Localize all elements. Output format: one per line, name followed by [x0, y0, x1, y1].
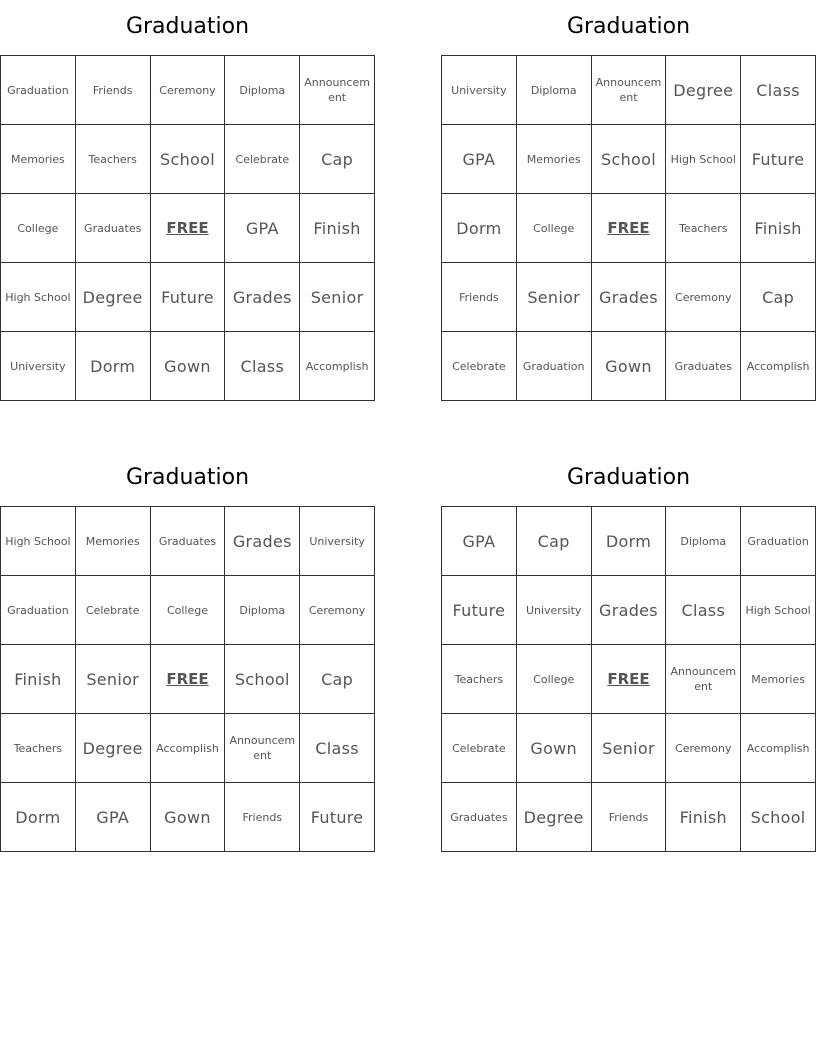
bingo-cell: Future	[300, 783, 375, 852]
bingo-cell: Graduates	[75, 194, 150, 263]
bingo-cell: Friends	[225, 783, 300, 852]
grid-row	[1, 263, 375, 332]
bingo-cell: Future	[442, 576, 517, 645]
bingo-cell: University	[442, 56, 517, 125]
bingo-cell: Class	[300, 714, 375, 783]
bingo-cell: School	[741, 783, 816, 852]
bingo-cell: GPA	[442, 125, 517, 194]
bingo-cell: Grades	[591, 263, 666, 332]
free-space: FREE	[591, 645, 666, 714]
bingo-cell: Grades	[225, 263, 300, 332]
bingo-cell: Gown	[150, 783, 225, 852]
bingo-cell: Accomplish	[300, 332, 375, 401]
bingo-cell: University	[516, 576, 591, 645]
bingo-cell: University	[300, 507, 375, 576]
bingo-grid	[0, 506, 375, 852]
bingo-cell: Graduates	[442, 783, 517, 852]
bingo-cell: Ceremony	[150, 56, 225, 125]
bingo-cell: GPA	[225, 194, 300, 263]
grid-row	[1, 125, 375, 194]
free-space: FREE	[591, 194, 666, 263]
bingo-cell: High School	[666, 125, 741, 194]
bingo-cell: Friends	[75, 56, 150, 125]
bingo-cell: Accomplish	[741, 332, 816, 401]
grid-row	[1, 332, 375, 401]
bingo-cell: Class	[225, 332, 300, 401]
bingo-cell: Diploma	[666, 507, 741, 576]
bingo-cell: Dorm	[75, 332, 150, 401]
bingo-cell: Grades	[591, 576, 666, 645]
bingo-cell: Cap	[300, 125, 375, 194]
bingo-cell: Gown	[591, 332, 666, 401]
bingo-grid	[441, 55, 816, 401]
card-title: Graduation	[125, 14, 250, 39]
bingo-grid	[0, 55, 375, 401]
grid-row	[1, 576, 375, 645]
grid-row	[442, 645, 816, 714]
bingo-grid	[441, 506, 816, 852]
bingo-cell: Accomplish	[741, 714, 816, 783]
bingo-cell: Memories	[1, 125, 76, 194]
bingo-cell: College	[516, 194, 591, 263]
bingo-cell: Celebrate	[442, 714, 517, 783]
bingo-cell: Celebrate	[225, 125, 300, 194]
bingo-cell: Finish	[666, 783, 741, 852]
bingo-cell: Degree	[666, 56, 741, 125]
bingo-cell: School	[150, 125, 225, 194]
grid-row	[442, 263, 816, 332]
card-title: Graduation	[566, 14, 691, 39]
grid-row	[442, 783, 816, 852]
bingo-cell: Ceremony	[666, 714, 741, 783]
grid-row	[442, 507, 816, 576]
bingo-cell: Diploma	[225, 576, 300, 645]
bingo-cell: GPA	[75, 783, 150, 852]
bingo-cell: School	[225, 645, 300, 714]
bingo-cell: Cap	[741, 263, 816, 332]
bingo-cell: Teachers	[442, 645, 517, 714]
grid-row	[442, 576, 816, 645]
grid-row	[1, 507, 375, 576]
bingo-cell: Gown	[516, 714, 591, 783]
bingo-cell: Dorm	[1, 783, 76, 852]
bingo-cell: Finish	[1, 645, 76, 714]
bingo-cell: Cap	[516, 507, 591, 576]
grid-row	[442, 332, 816, 401]
bingo-cell: Memories	[741, 645, 816, 714]
grid-row	[1, 645, 375, 714]
grid-row	[1, 194, 375, 263]
bingo-cell: Graduation	[516, 332, 591, 401]
grid-row	[1, 783, 375, 852]
bingo-cell: Diploma	[225, 56, 300, 125]
bingo-cell: GPA	[442, 507, 517, 576]
bingo-cell: Class	[666, 576, 741, 645]
bingo-cell: Class	[741, 56, 816, 125]
bingo-cell: Announcement	[666, 645, 741, 714]
bingo-cell: Teachers	[75, 125, 150, 194]
bingo-cell: Grades	[225, 507, 300, 576]
grid-row	[1, 56, 375, 125]
bingo-cell: Finish	[741, 194, 816, 263]
grid-row	[442, 194, 816, 263]
bingo-cell: Friends	[442, 263, 517, 332]
bingo-cell: Memories	[516, 125, 591, 194]
bingo-cell: Dorm	[591, 507, 666, 576]
bingo-cell: Friends	[591, 783, 666, 852]
bingo-cell: Graduates	[666, 332, 741, 401]
bingo-cell: Memories	[75, 507, 150, 576]
bingo-cell: Degree	[516, 783, 591, 852]
bingo-cell: High School	[1, 263, 76, 332]
bingo-cell: Degree	[75, 263, 150, 332]
bingo-cell: Cap	[300, 645, 375, 714]
bingo-cell: Celebrate	[75, 576, 150, 645]
bingo-cell: Senior	[300, 263, 375, 332]
bingo-cell: Finish	[300, 194, 375, 263]
bingo-cell: Diploma	[516, 56, 591, 125]
grid-row	[442, 125, 816, 194]
bingo-cell: College	[150, 576, 225, 645]
bingo-cell: Gown	[150, 332, 225, 401]
bingo-cell: High School	[1, 507, 76, 576]
card-title: Graduation	[566, 465, 691, 490]
bingo-cell: Graduates	[150, 507, 225, 576]
bingo-cell: Graduation	[1, 56, 76, 125]
bingo-cell: Ceremony	[666, 263, 741, 332]
bingo-cell: Graduation	[1, 576, 76, 645]
card-title: Graduation	[125, 465, 250, 490]
bingo-cell: Announcement	[225, 714, 300, 783]
bingo-cell: Announcement	[591, 56, 666, 125]
free-space: FREE	[150, 645, 225, 714]
bingo-cell: College	[516, 645, 591, 714]
bingo-cell: Teachers	[1, 714, 76, 783]
bingo-cell: High School	[741, 576, 816, 645]
bingo-cell: Celebrate	[442, 332, 517, 401]
bingo-cell: School	[591, 125, 666, 194]
grid-row	[442, 714, 816, 783]
bingo-cell: Future	[741, 125, 816, 194]
grid-row	[1, 714, 375, 783]
bingo-cell: Senior	[516, 263, 591, 332]
bingo-cell: Senior	[75, 645, 150, 714]
bingo-cell: Degree	[75, 714, 150, 783]
bingo-cell: Future	[150, 263, 225, 332]
bingo-cell: University	[1, 332, 76, 401]
grid-row	[442, 56, 816, 125]
bingo-cell: Announcement	[300, 56, 375, 125]
bingo-cell: Teachers	[666, 194, 741, 263]
bingo-cell: Ceremony	[300, 576, 375, 645]
bingo-cell: Dorm	[442, 194, 517, 263]
bingo-cell: Accomplish	[150, 714, 225, 783]
bingo-cell: Senior	[591, 714, 666, 783]
bingo-cell: College	[1, 194, 76, 263]
free-space: FREE	[150, 194, 225, 263]
bingo-cell: Graduation	[741, 507, 816, 576]
